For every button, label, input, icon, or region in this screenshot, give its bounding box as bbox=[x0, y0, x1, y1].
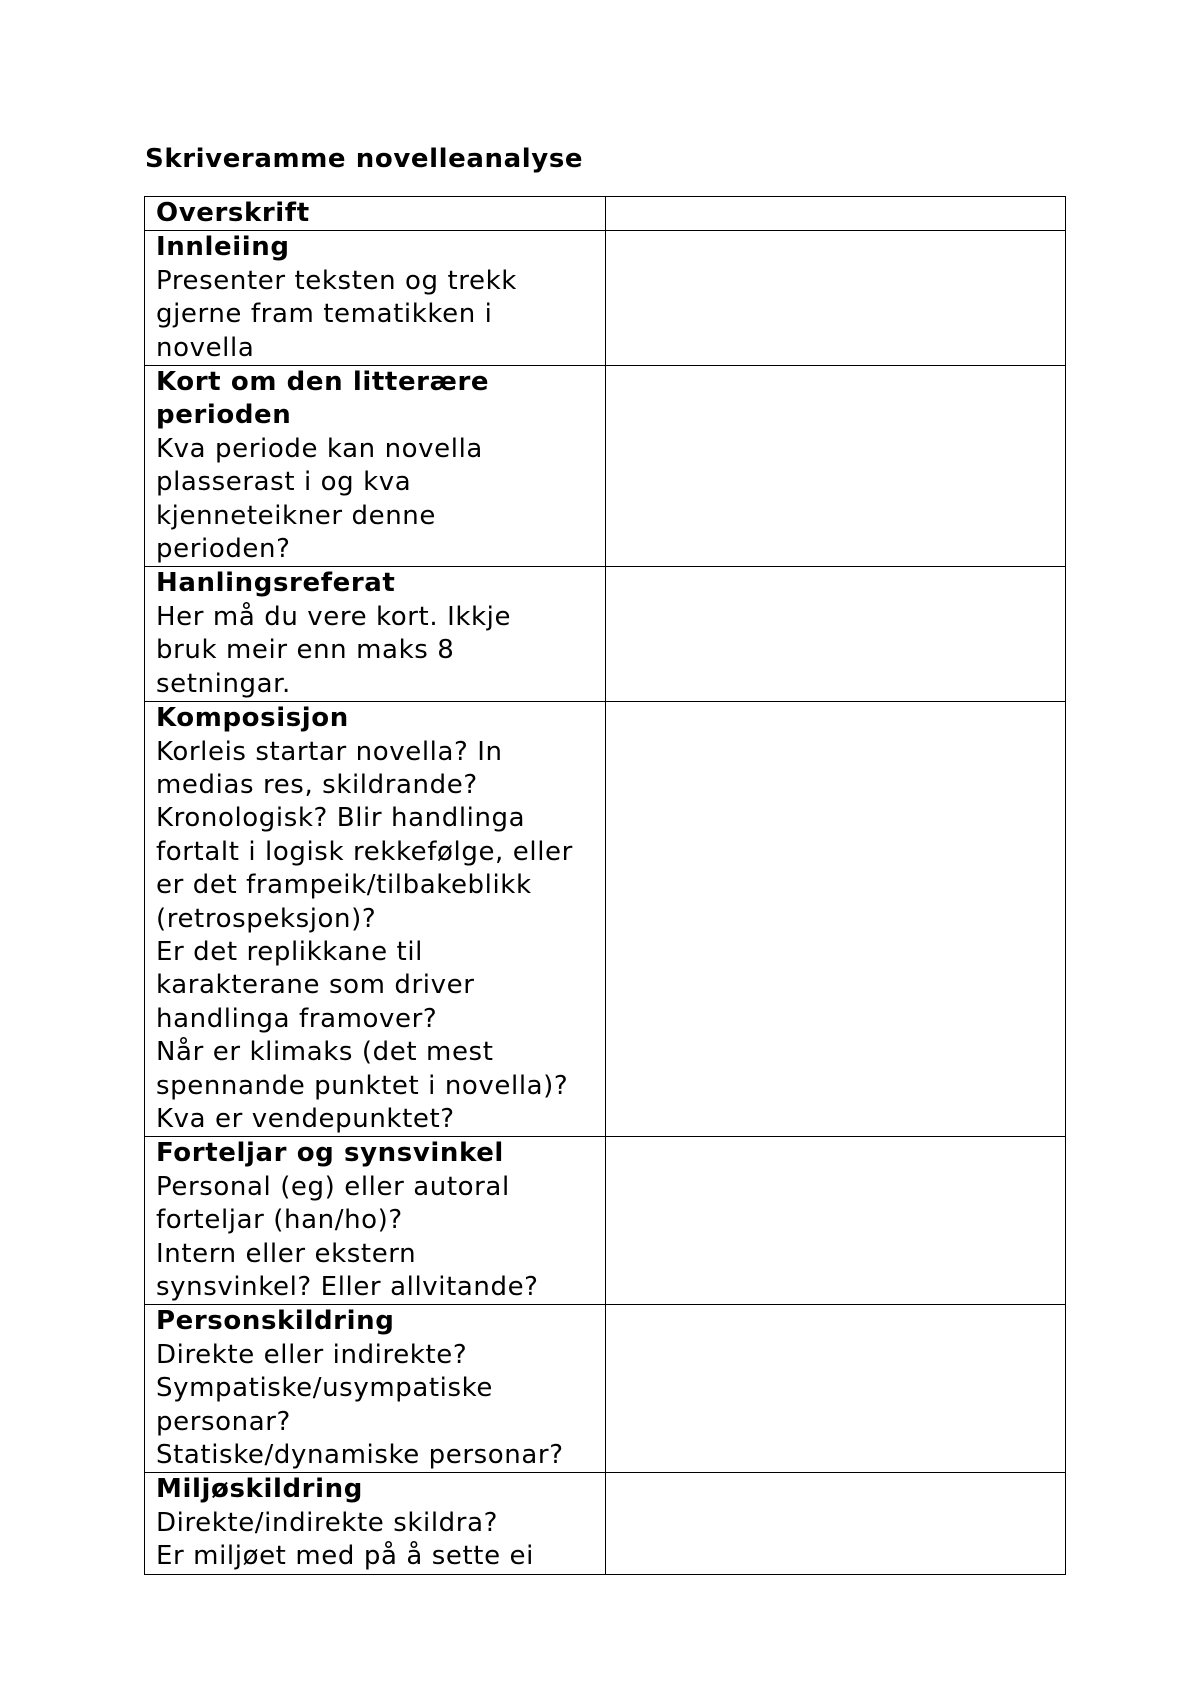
prompt-line: Her må du vere kort. Ikkje bbox=[156, 601, 512, 632]
prompt-cell bbox=[145, 231, 606, 366]
answer-cell[interactable] bbox=[606, 567, 1066, 702]
answer-cell[interactable] bbox=[606, 1473, 1066, 1574]
prompt-line: Personal (eg) eller autoral bbox=[156, 1171, 510, 1202]
prompt-line: Kva er vendepunktet? bbox=[156, 1103, 455, 1134]
prompt-line: Korleis startar novella? In bbox=[156, 736, 503, 767]
prompt-line: Presenter teksten og trekk bbox=[156, 265, 517, 296]
answer-cell[interactable] bbox=[606, 231, 1066, 366]
table-row bbox=[145, 366, 1066, 567]
writing-frame-table bbox=[144, 196, 1066, 1575]
prompt-line: handlinga framover? bbox=[156, 1003, 438, 1034]
prompt-line: Er miljøet med på å sette ei bbox=[156, 1541, 534, 1572]
prompt-line: Når er klimaks (det mest bbox=[156, 1037, 494, 1068]
answer-cell[interactable] bbox=[606, 366, 1066, 567]
prompt-line: gjerne fram tematikken i bbox=[156, 299, 493, 330]
row-heading: Komposisjon bbox=[156, 703, 349, 734]
prompt-line: bruk meir enn maks 8 bbox=[156, 635, 455, 666]
prompt-line: kjenneteikner denne bbox=[156, 500, 436, 531]
prompt-line: Er det replikkane til bbox=[156, 936, 423, 967]
table-row bbox=[145, 1473, 1066, 1574]
prompt-cell bbox=[145, 1473, 606, 1574]
row-heading: Forteljar og synsvinkel bbox=[156, 1138, 504, 1169]
page-title: Skriveramme novelleanalyse bbox=[145, 144, 584, 174]
prompt-line: perioden? bbox=[156, 534, 291, 565]
answer-cell[interactable] bbox=[606, 1305, 1066, 1473]
prompt-line: forteljar (han/ho)? bbox=[156, 1205, 403, 1236]
prompt-line: Sympatiske/usympatiske bbox=[156, 1373, 493, 1404]
table-row bbox=[145, 197, 1066, 231]
table-row bbox=[145, 1137, 1066, 1305]
prompt-line: Statiske/dynamiske personar? bbox=[156, 1440, 564, 1471]
prompt-line: setningar. bbox=[156, 668, 291, 699]
prompt-line: karakterane som driver bbox=[156, 970, 475, 1001]
prompt-line: synsvinkel? Eller allvitande? bbox=[156, 1272, 539, 1302]
prompt-cell bbox=[145, 366, 606, 567]
row-heading: Personskildring bbox=[156, 1306, 395, 1337]
prompt-line: Direkte eller indirekte? bbox=[156, 1339, 468, 1370]
prompt-cell bbox=[145, 197, 606, 231]
answer-cell[interactable] bbox=[606, 197, 1066, 231]
prompt-line: Kronologisk? Blir handlinga bbox=[156, 803, 526, 834]
table-row bbox=[145, 231, 1066, 366]
prompt-line: spennande punktet i novella)? bbox=[156, 1070, 569, 1101]
row-heading: Overskrift bbox=[156, 198, 310, 228]
table-row bbox=[145, 702, 1066, 1137]
prompt-cell bbox=[145, 1305, 606, 1473]
prompt-line: Intern eller ekstern bbox=[156, 1238, 417, 1269]
prompt-line: Direkte/indirekte skildra? bbox=[156, 1507, 498, 1538]
row-heading: Hanlingsreferat bbox=[156, 568, 396, 599]
row-heading: Kort om den litterære perioden bbox=[156, 367, 490, 431]
prompt-cell bbox=[145, 1137, 606, 1305]
prompt-line: personar? bbox=[156, 1406, 291, 1437]
prompt-line: er det frampeik/tilbakeblikk bbox=[156, 870, 532, 901]
prompt-line: medias res, skildrande? bbox=[156, 769, 478, 800]
prompt-line: Kva periode kan novella bbox=[156, 433, 483, 464]
prompt-line: novella bbox=[156, 332, 255, 363]
prompt-line: plasserast i og kva bbox=[156, 467, 412, 498]
table-row bbox=[145, 567, 1066, 702]
answer-cell[interactable] bbox=[606, 1137, 1066, 1305]
row-heading: Miljøskildring bbox=[156, 1474, 363, 1505]
prompt-line: fortalt i logisk rekkefølge, eller bbox=[156, 836, 573, 867]
table-row bbox=[145, 1305, 1066, 1473]
prompt-line: (retrospeksjon)? bbox=[156, 903, 377, 934]
prompt-cell bbox=[145, 702, 606, 1137]
prompt-cell bbox=[145, 567, 606, 702]
row-heading: Innleiing bbox=[156, 232, 290, 263]
answer-cell[interactable] bbox=[606, 702, 1066, 1137]
